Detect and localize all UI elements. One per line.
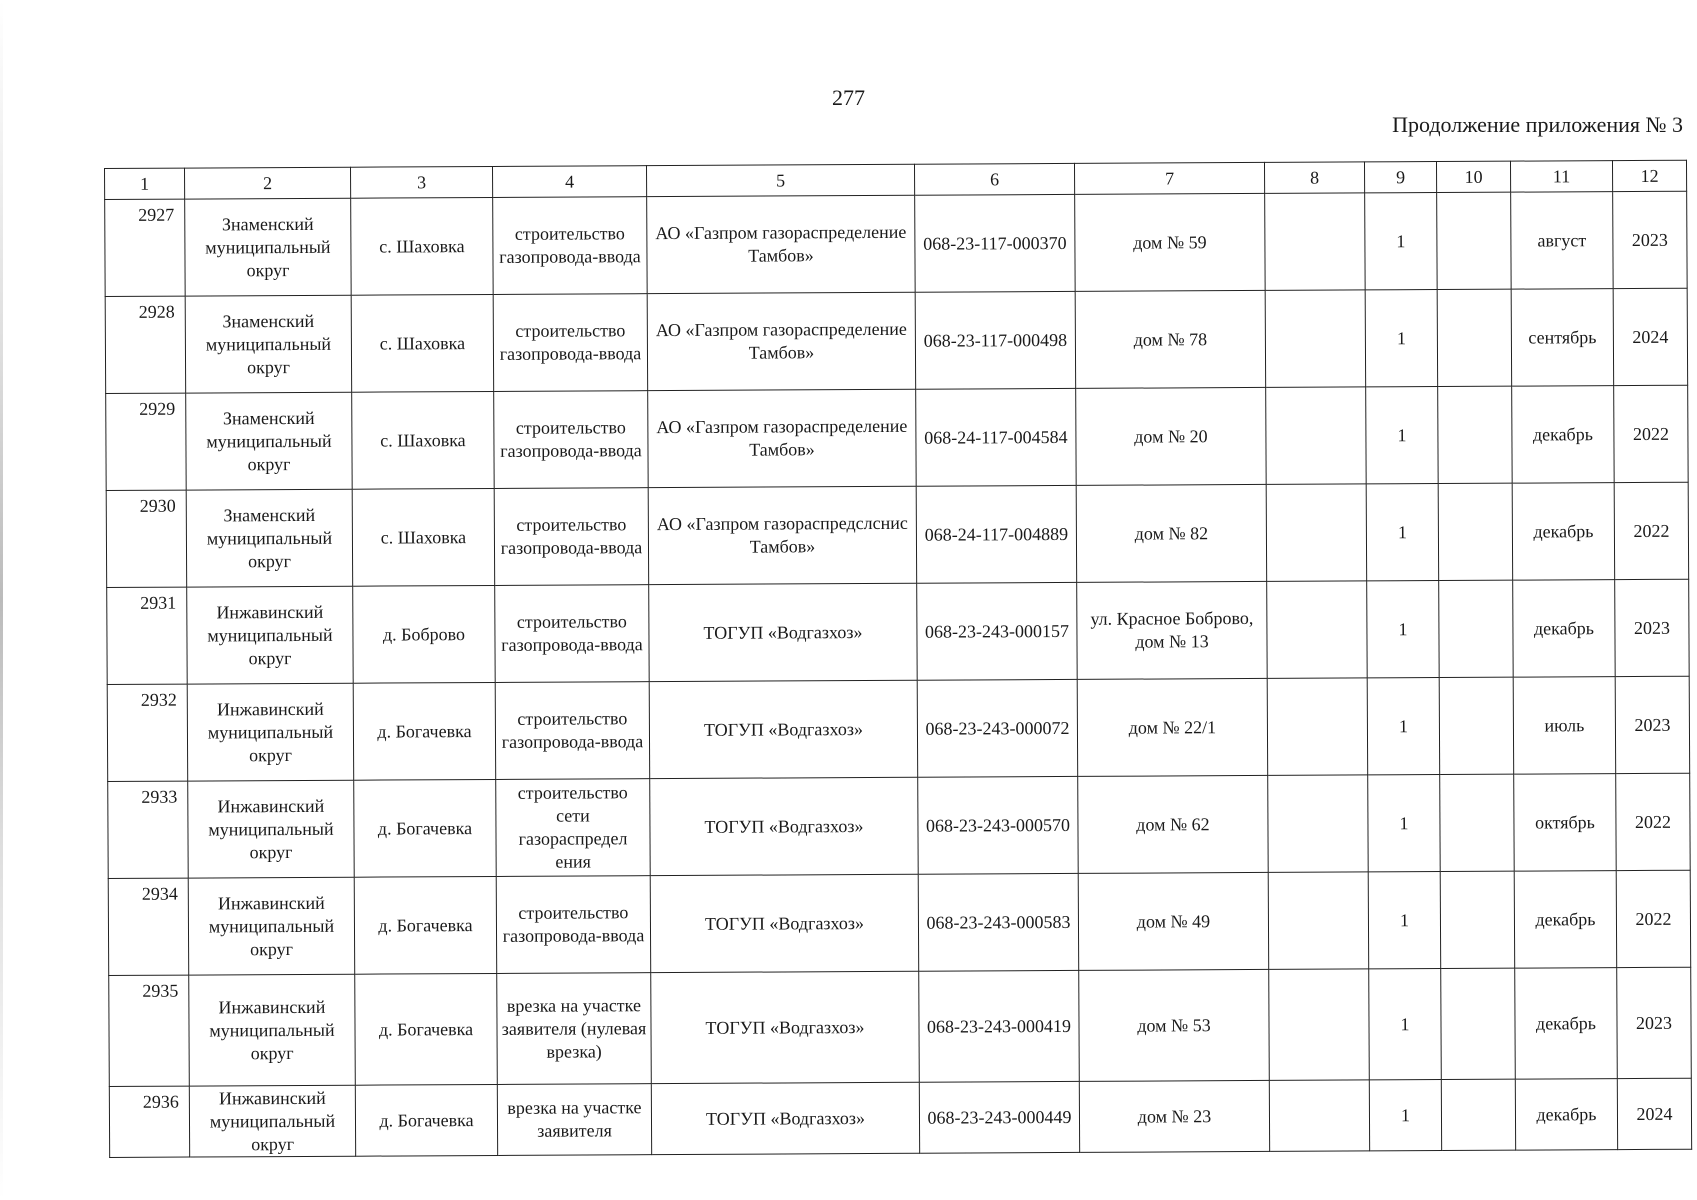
code-cell: 068-23-117-000498 <box>915 291 1076 389</box>
organization-cell: ТОГУП «Водгазхоз» <box>649 583 918 681</box>
quantity-cell: 1 <box>1366 484 1439 581</box>
settlement-cell: с. Шаховка <box>351 294 494 392</box>
column-10-cell <box>1440 871 1515 968</box>
month-cell: декабрь <box>1515 1079 1617 1151</box>
month-cell: сентябрь <box>1511 289 1614 387</box>
work-type-cell: строительство газопровода-ввода <box>493 294 648 392</box>
year-cell: 2023 <box>1615 676 1690 773</box>
organization-cell: АО «Газпром газораспределение Тамбов» <box>648 389 917 487</box>
district-cell: Инжавинский муниципальный округ <box>187 586 354 684</box>
quantity-cell: 1 <box>1365 290 1438 387</box>
quantity-cell: 1 <box>1365 193 1438 290</box>
code-cell: 068-23-243-000419 <box>919 970 1080 1082</box>
appendix-continuation-note: Продолжение приложения № 3 <box>1392 112 1683 137</box>
organization-cell: АО «Газпром газораспредслснис Тамбов» <box>648 486 917 584</box>
work-type-cell: строительство газопровода-ввода <box>494 488 649 586</box>
column-header: 10 <box>1436 161 1510 192</box>
district-cell: Инжавинский муниципальный округ <box>189 1085 355 1157</box>
column-header: 8 <box>1264 162 1364 194</box>
organization-cell: ТОГУП «Водгазхоз» <box>651 971 920 1083</box>
settlement-cell: д. Богачевка <box>355 973 498 1085</box>
month-cell: июль <box>1513 677 1616 775</box>
table-row <box>109 967 1692 1086</box>
table-row <box>105 191 1687 296</box>
column-8-cell <box>1268 872 1369 970</box>
column-8-cell <box>1269 1080 1369 1152</box>
quantity-cell: 1 <box>1367 581 1440 678</box>
district-cell: Инжавинский муниципальный округ <box>188 877 355 975</box>
settlement-cell: с. Шаховка <box>351 197 494 295</box>
work-type-cell: строительство газопровода-ввода <box>496 876 651 974</box>
row-number: 2933 <box>108 781 189 878</box>
year-cell: 2023 <box>1613 191 1688 288</box>
district-cell: Инжавинский муниципальный округ <box>188 780 355 878</box>
work-type-cell: врезка на участке заявителя <box>497 1084 651 1156</box>
settlement-cell: д. Богачевка <box>354 876 497 974</box>
register-table <box>104 160 1692 1158</box>
code-cell: 068-23-243-000583 <box>918 873 1079 971</box>
column-10-cell <box>1441 1079 1515 1150</box>
row-number: 2927 <box>105 199 186 296</box>
year-cell: 2023 <box>1615 579 1690 676</box>
year-cell: 2022 <box>1616 773 1691 870</box>
district-cell: Инжавинский муниципальный округ <box>189 974 356 1086</box>
column-8-cell <box>1265 290 1366 388</box>
code-cell: 068-23-243-000157 <box>917 582 1078 680</box>
row-number: 2934 <box>108 878 189 975</box>
address-cell: дом № 22/1 <box>1077 678 1268 776</box>
year-cell: 2024 <box>1617 1078 1691 1149</box>
column-10-cell <box>1439 580 1514 677</box>
column-8-cell <box>1267 581 1368 679</box>
row-number: 2928 <box>105 296 186 393</box>
code-cell: 068-23-117-000370 <box>915 194 1076 292</box>
work-type-cell: строительство газопровода-ввода <box>493 197 648 295</box>
column-header: 3 <box>350 166 492 198</box>
table-row <box>105 288 1687 393</box>
row-number: 2935 <box>109 975 190 1086</box>
organization-cell: ТОГУП «Водгазхоз» <box>651 1082 919 1154</box>
code-cell: 068-23-243-000570 <box>918 776 1079 874</box>
column-10-cell <box>1437 192 1512 289</box>
row-number: 2931 <box>107 587 188 684</box>
organization-cell: ТОГУП «Водгазхоз» <box>649 680 918 778</box>
column-header: 11 <box>1510 161 1612 193</box>
table-row <box>107 579 1689 684</box>
column-header: 9 <box>1364 162 1436 193</box>
month-cell: декабрь <box>1515 968 1618 1080</box>
settlement-cell: д. Богачевка <box>353 682 496 780</box>
month-cell: декабрь <box>1512 386 1615 484</box>
quantity-cell: 1 <box>1368 775 1441 872</box>
organization-cell: ТОГУП «Водгазхоз» <box>650 777 919 875</box>
quantity-cell: 1 <box>1369 1080 1441 1151</box>
work-type-cell: строительство газопровода-ввода <box>494 391 649 489</box>
code-cell: 068-24-117-004584 <box>916 388 1077 486</box>
column-header: 6 <box>914 163 1074 195</box>
quantity-cell: 1 <box>1367 678 1440 775</box>
table-row <box>109 1078 1691 1157</box>
column-header: 1 <box>105 168 185 199</box>
address-cell: дом № 78 <box>1075 290 1266 388</box>
month-cell: декабрь <box>1513 580 1616 678</box>
column-8-cell <box>1268 775 1369 873</box>
address-cell: дом № 62 <box>1078 775 1269 873</box>
address-cell: дом № 20 <box>1076 387 1267 485</box>
column-8-cell <box>1266 484 1367 582</box>
column-8-cell <box>1265 193 1366 291</box>
scan-edge <box>0 0 3 1200</box>
column-header: 2 <box>185 167 351 199</box>
column-header: 4 <box>492 166 646 198</box>
address-cell: дом № 59 <box>1075 193 1266 291</box>
column-8-cell <box>1269 969 1370 1081</box>
settlement-cell: с. Шаховка <box>352 391 495 489</box>
row-number: 2929 <box>106 393 187 490</box>
page-number: 277 <box>832 85 865 110</box>
month-cell: декабрь <box>1512 483 1615 581</box>
quantity-cell: 1 <box>1366 387 1439 484</box>
settlement-cell: д. Боброво <box>353 585 496 683</box>
year-cell: 2024 <box>1613 288 1688 385</box>
table-row <box>108 870 1690 975</box>
address-cell: дом № 49 <box>1078 872 1269 970</box>
organization-cell: ТОГУП «Водгазхоз» <box>650 874 919 972</box>
organization-cell: АО «Газпром газораспределение Тамбов» <box>647 195 916 293</box>
district-cell: Знаменский муниципальный округ <box>185 295 352 393</box>
district-cell: Знаменский муниципальный округ <box>186 392 353 490</box>
settlement-cell: д. Богачевка <box>354 779 497 877</box>
settlement-cell: д. Богачевка <box>355 1084 497 1156</box>
column-8-cell <box>1266 387 1367 485</box>
settlement-cell: с. Шаховка <box>352 488 495 586</box>
row-number: 2932 <box>107 684 188 781</box>
district-cell: Знаменский муниципальный округ <box>185 198 352 296</box>
column-10-cell <box>1441 968 1516 1079</box>
code-cell: 068-24-117-004889 <box>916 485 1077 583</box>
column-10-cell <box>1438 386 1513 483</box>
quantity-cell: 1 <box>1369 969 1442 1080</box>
address-cell: ул. Красное Боброво, дом № 13 <box>1077 581 1268 679</box>
column-header: 5 <box>646 164 914 196</box>
column-8-cell <box>1267 678 1368 776</box>
quantity-cell: 1 <box>1368 872 1441 969</box>
address-cell: дом № 53 <box>1079 969 1270 1081</box>
column-10-cell <box>1439 677 1514 774</box>
organization-cell: АО «Газпром газораспределение Тамбов» <box>647 292 916 390</box>
district-cell: Инжавинский муниципальный округ <box>187 683 354 781</box>
table-row <box>107 676 1689 781</box>
year-cell: 2022 <box>1614 385 1689 482</box>
row-number: 2936 <box>109 1086 189 1157</box>
column-header: 12 <box>1612 160 1686 191</box>
column-10-cell <box>1440 774 1515 871</box>
table-row <box>108 773 1690 878</box>
column-header: 7 <box>1074 162 1264 194</box>
code-cell: 068-23-243-000072 <box>917 679 1078 777</box>
year-cell: 2023 <box>1617 967 1692 1078</box>
month-cell: октябрь <box>1514 774 1617 872</box>
code-cell: 068-23-243-000449 <box>919 1081 1079 1153</box>
work-type-cell: строительство газопровода-ввода <box>495 682 650 780</box>
work-type-cell: врезка на участке заявителя (нулевая врезка) <box>497 973 652 1085</box>
table-row <box>106 385 1688 490</box>
month-cell: декабрь <box>1514 871 1617 969</box>
column-10-cell <box>1437 289 1512 386</box>
month-cell: август <box>1511 192 1614 290</box>
column-10-cell <box>1438 483 1513 580</box>
address-cell: дом № 82 <box>1076 484 1267 582</box>
district-cell: Знаменский муниципальный округ <box>186 489 353 587</box>
work-type-cell: строительство газопровода-ввода <box>495 585 650 683</box>
table-row <box>106 482 1688 587</box>
year-cell: 2022 <box>1616 870 1691 967</box>
address-cell: дом № 23 <box>1079 1080 1269 1152</box>
work-type-cell: строительство сети газораспредел ения <box>496 779 651 877</box>
year-cell: 2022 <box>1614 482 1689 579</box>
row-number: 2930 <box>106 490 187 587</box>
